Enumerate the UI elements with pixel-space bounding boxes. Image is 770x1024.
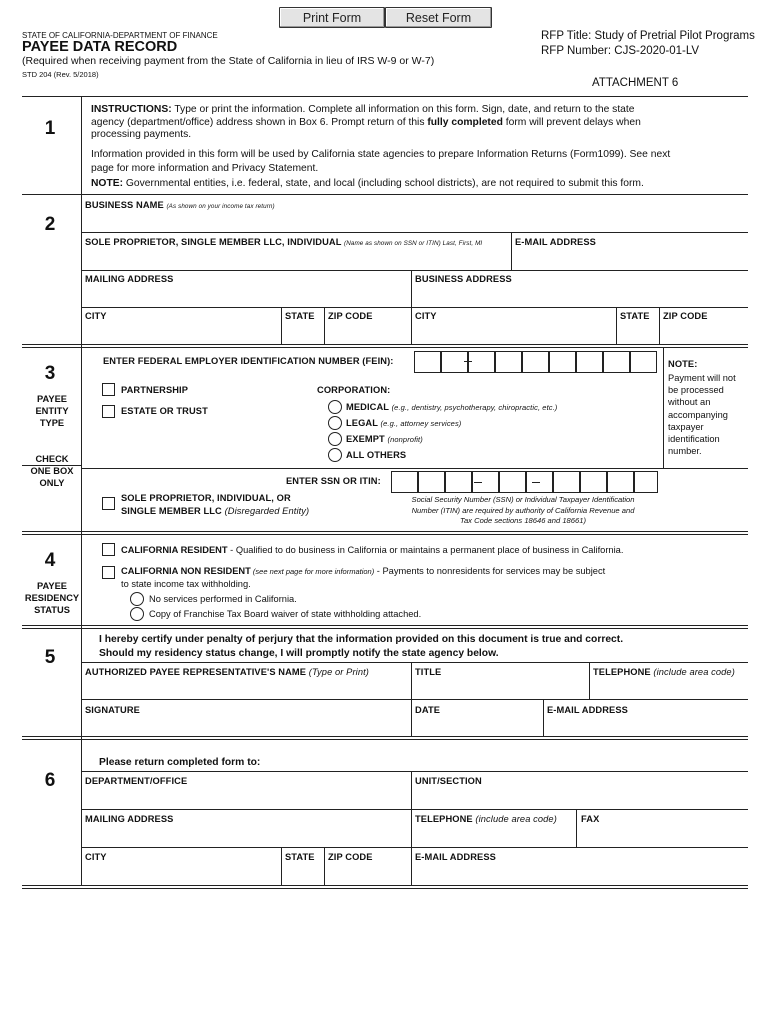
side-text: PAYEE (37, 394, 67, 404)
rule-2c (82, 307, 748, 308)
date-label: DATE (415, 705, 441, 715)
signature-field[interactable] (82, 715, 411, 736)
return-telephone-field[interactable] (412, 825, 576, 847)
telephone-field[interactable] (590, 678, 748, 699)
title-field[interactable] (412, 678, 589, 699)
rule-2a (82, 232, 748, 233)
business-name-field[interactable] (82, 208, 748, 232)
city-field[interactable] (82, 322, 281, 344)
return-telephone-hint: (include area code) (472, 814, 557, 824)
return-telephone-text: TELEPHONE (415, 814, 473, 824)
no-services-label: No services performed in California. (149, 594, 297, 604)
rule-sec2-bottom-b (22, 347, 748, 348)
section-4-number: 4 (44, 550, 56, 571)
side-text: PAYEE (37, 581, 67, 591)
department-field[interactable] (82, 787, 411, 809)
note-line: be processed (668, 385, 724, 396)
fully-completed-text: fully completed (427, 116, 503, 128)
info-line-1: Information provided in this form will be used by California state agencies to prepare Information Returns (Form1099). See next (91, 149, 671, 160)
rule-sec5-bottom-a (22, 736, 748, 737)
form-title: PAYEE DATA RECORD (22, 39, 178, 55)
attachment-label: ATTACHMENT 6 (592, 77, 679, 89)
payee-entity-type-label (12, 393, 92, 429)
rule-sec1-bottom (22, 194, 748, 195)
note-line: Payment will not (668, 373, 736, 383)
legal-radio[interactable] (328, 416, 342, 430)
ftb-waiver-label: Copy of Franchise Tax Board waiver of state withholding attached. (149, 609, 422, 619)
sole-prop-text: SOLE PROPRIETOR, SINGLE MEMBER LLC, INDIVIDUAL (85, 237, 342, 247)
exempt-hint: (nonprofit) (387, 435, 423, 444)
business-name-text: BUSINESS NAME (85, 200, 164, 210)
business-address-field[interactable] (412, 285, 748, 307)
ssn-digit-box (553, 471, 580, 493)
top-rule (22, 96, 748, 97)
state-field[interactable] (282, 322, 324, 344)
note-line: identification (668, 434, 720, 445)
side-text: CHECK (35, 454, 69, 464)
fein-digit-box (468, 351, 495, 373)
ssn-digit-box (634, 471, 658, 493)
partnership-checkbox[interactable] (102, 383, 115, 396)
check-one-box-label (12, 453, 92, 489)
note-line: without an (668, 397, 711, 408)
return-telephone-label (415, 814, 557, 824)
sole-prop-checkbox[interactable] (102, 497, 115, 510)
form-id: STD 204 (Rev. 5/2018) (22, 70, 99, 79)
info-line-2: page for more information and Privacy Statement. (91, 163, 319, 174)
note-label-sec3: NOTE: (668, 359, 698, 369)
rep-name-text: AUTHORIZED PAYEE REPRESENTATIVE'S NAME (85, 667, 307, 677)
ssn-digit-box (418, 471, 445, 493)
sole-prop-type-label (121, 492, 309, 518)
sole-prop-label (85, 237, 482, 247)
instructions-label: INSTRUCTIONS: (91, 104, 172, 115)
rule-sec3-bottom-a (22, 531, 748, 532)
note-line: accompanying (668, 409, 728, 420)
ssn-digit-box (607, 471, 634, 493)
medical-radio[interactable] (328, 400, 342, 414)
rule-2b (82, 270, 748, 271)
ssn-digit-box (391, 471, 418, 493)
state-label: STATE (285, 311, 315, 321)
ssn-digit-box (499, 471, 526, 493)
rule-5b (82, 699, 748, 700)
rule-sec4-bottom-b (22, 628, 748, 629)
instructions-line-2b: form will prevent delays when (502, 116, 641, 128)
sole-prop-line-1: SOLE PROPRIETOR, INDIVIDUAL, OR (121, 493, 291, 503)
rule-sec3-mid (82, 468, 748, 469)
fein-digit-box (603, 351, 630, 373)
telephone-hint: (include area code) (650, 667, 735, 677)
sole-prop-name-field[interactable] (82, 248, 511, 270)
fax-field[interactable] (577, 825, 748, 847)
rule-bottom-a (22, 885, 748, 886)
business-state-field[interactable] (617, 322, 659, 344)
business-address-label: BUSINESS ADDRESS (415, 274, 512, 284)
section-5-number: 5 (44, 647, 56, 668)
print-form-button[interactable]: Print Form (279, 7, 385, 28)
instructions-line-1: Type or print the information. Complete all information on this form. Sign, date, and return to the state (171, 104, 635, 115)
ssn-dash (474, 482, 482, 483)
ftb-waiver-radio[interactable] (130, 607, 144, 621)
return-state-label: STATE (285, 852, 315, 862)
note-line: taxpayer (668, 421, 704, 432)
sole-prop-hint: (Name as shown on SSN or ITIN) Last, First, MI (344, 240, 483, 247)
certification-line-1: I hereby certify under penalty of perjury that the information provided on this document is true and correct. (99, 634, 624, 645)
return-mailing-field[interactable] (82, 825, 411, 847)
department-label: DEPARTMENT/OFFICE (85, 776, 188, 786)
return-mailing-label: MAILING ADDRESS (85, 814, 174, 824)
ssn-digit-box (445, 471, 472, 493)
telephone-label (593, 667, 735, 677)
business-name-hint: (As shown on your income tax return) (166, 203, 275, 210)
no-services-radio[interactable] (130, 592, 144, 606)
email-label: E-MAIL ADDRESS (515, 237, 596, 247)
rule-sec2-bottom-a (22, 344, 748, 345)
info-text (91, 148, 670, 176)
legal-hint: (e.g., attorney services) (380, 419, 462, 428)
business-city-field[interactable] (412, 322, 616, 344)
return-city-label: CITY (85, 852, 107, 862)
return-zip-field[interactable] (325, 863, 411, 885)
rfp-number: RFP Number: CJS-2020-01-LV (541, 45, 700, 57)
signature-label: SIGNATURE (85, 705, 140, 715)
fein-digit-box (441, 351, 468, 373)
mailing-address-label: MAILING ADDRESS (85, 274, 174, 284)
rule-sec5-bottom-b (22, 739, 748, 740)
corporation-label: CORPORATION: (317, 385, 391, 395)
rep-name-hint: (Type or Print) (306, 667, 369, 677)
medical-label (346, 402, 557, 412)
rep-name-field[interactable] (82, 678, 411, 699)
fein-digit-box (549, 351, 576, 373)
return-state-field[interactable] (282, 863, 324, 885)
instructions-line-3: processing payments. (91, 129, 192, 140)
california-nonresident-label (121, 565, 605, 590)
ssn-dash (532, 482, 540, 483)
note-text-sec3 (668, 372, 736, 457)
return-to-label: Please return completed form to: (99, 757, 261, 768)
business-state-label: STATE (620, 311, 650, 321)
date-field[interactable] (412, 715, 543, 736)
unit-field[interactable] (412, 787, 748, 809)
return-email-label: E-MAIL ADDRESS (415, 852, 496, 862)
agency-name: STATE OF CALIFORNIA-DEPARTMENT OF FINANCE (22, 31, 218, 40)
side-text: TYPE (39, 418, 65, 428)
side-text: ONE BOX (30, 466, 74, 476)
section-6-number: 6 (44, 770, 56, 791)
payee-residency-status-label (12, 580, 92, 616)
certification-text (99, 633, 623, 661)
rule-note-divider (663, 348, 664, 469)
ssn-note-line: Number (ITIN) are required by authority of California Revenue and (411, 505, 635, 515)
rfp-title: RFP Title: Study of Pretrial Pilot Programs (541, 30, 755, 42)
nonresident-text: CALIFORNIA NON RESIDENT (121, 566, 251, 576)
fein-digit-box (414, 351, 441, 373)
nonresident-hint: (see next page for more information) (250, 567, 375, 576)
medical-hint: (e.g., dentistry, psychotherapy, chiropractic, etc.) (391, 403, 558, 412)
side-text: ENTITY (35, 406, 69, 416)
rep-name-label (85, 667, 369, 677)
ssn-note (383, 495, 663, 527)
estate-trust-label: ESTATE OR TRUST (121, 406, 208, 416)
fein-digit-box (522, 351, 549, 373)
partnership-label: PARTNERSHIP (121, 385, 189, 395)
fax-label: FAX (581, 814, 600, 824)
nonresident-desc: - Payments to nonresidents for services may be subject (374, 566, 606, 576)
email-field[interactable] (512, 248, 748, 270)
section-1-number: 1 (44, 118, 56, 139)
title-label: TITLE (415, 667, 442, 677)
section-3-number: 3 (44, 363, 56, 384)
note-body: Governmental entities, i.e. federal, state, and local (including school districts), are not required to submit this form. (123, 178, 644, 189)
return-zip-label: ZIP CODE (328, 852, 373, 862)
all-others-radio[interactable] (328, 448, 342, 462)
exempt-label (346, 434, 423, 444)
fein-dash (464, 361, 472, 362)
zip-label: ZIP CODE (328, 311, 373, 321)
instructions-line-2: agency (department/office) address shown in Box 6. Prompt return of this (91, 116, 428, 128)
rule-6b (82, 809, 748, 810)
business-zip-label: ZIP CODE (663, 311, 708, 321)
exempt-radio[interactable] (328, 432, 342, 446)
california-nonresident-checkbox[interactable] (102, 566, 115, 579)
return-city-field[interactable] (82, 863, 281, 885)
resident-text: CALIFORNIA RESIDENT (121, 545, 228, 555)
city-label: CITY (85, 311, 107, 321)
fein-label: ENTER FEDERAL EMPLOYER IDENTIFICATION NUMBER (FEIN): (103, 356, 394, 366)
note-text (91, 178, 644, 189)
rep-email-label: E-MAIL ADDRESS (547, 705, 628, 715)
business-zip-field[interactable] (660, 322, 748, 344)
rule-6a (82, 771, 748, 772)
note-line: number. (668, 446, 702, 457)
sole-prop-hint-2: (Disregarded Entity) (224, 506, 310, 516)
rule-sec4-bottom-a (22, 625, 748, 626)
california-resident-label (121, 545, 623, 555)
ssn-digit-box (580, 471, 607, 493)
estate-trust-checkbox[interactable] (102, 405, 115, 418)
california-resident-checkbox[interactable] (102, 543, 115, 556)
business-city-label: CITY (415, 311, 437, 321)
telephone-text: TELEPHONE (593, 667, 651, 677)
mailing-address-field[interactable] (82, 285, 411, 307)
certification-line-2: Should my residency status change, I will promptly notify the state agency below. (99, 648, 499, 659)
ssn-label: ENTER SSN OR ITIN: (286, 476, 381, 486)
reset-form-button[interactable]: Reset Form (385, 7, 492, 28)
rule-sec3-bottom-b (22, 534, 748, 535)
exempt-text: EXEMPT (346, 434, 385, 444)
resident-desc: - Qualified to do business in California or maintains a permanent place of business in California. (227, 545, 624, 555)
ssn-note-line: Tax Code sections 18646 and 18661) (460, 516, 586, 525)
rule-5a (82, 662, 748, 663)
medical-text: MEDICAL (346, 402, 389, 412)
rule-bottom-b (22, 888, 748, 889)
zip-field[interactable] (325, 322, 411, 344)
side-text: RESIDENCY (24, 593, 80, 603)
fein-digit-box (495, 351, 522, 373)
legal-label (346, 418, 461, 428)
rep-email-field[interactable] (544, 715, 748, 736)
note-label: NOTE: (91, 178, 124, 189)
rule-sec3-side (22, 465, 82, 466)
return-email-field[interactable] (412, 863, 748, 885)
all-others-label: ALL OTHERS (346, 450, 407, 460)
sole-prop-line-2: SINGLE MEMBER LLC (121, 506, 222, 516)
fein-digit-box (576, 351, 603, 373)
instructions (91, 104, 641, 142)
legal-text: LEGAL (346, 418, 378, 428)
ssn-note-line: Social Security Number (SSN) or Individual Taxpayer Identification (411, 495, 635, 504)
section-2-number: 2 (44, 214, 56, 235)
side-text: STATUS (34, 605, 70, 615)
fein-digit-box (630, 351, 657, 373)
side-text: ONLY (39, 478, 65, 488)
nonresident-desc-2: to state income tax withholding. (121, 579, 251, 589)
rule-6c (82, 847, 748, 848)
unit-label: UNIT/SECTION (415, 776, 482, 786)
form-subtitle: (Required when receiving payment from the State of California in lieu of IRS W-9 or W-7) (22, 55, 435, 67)
